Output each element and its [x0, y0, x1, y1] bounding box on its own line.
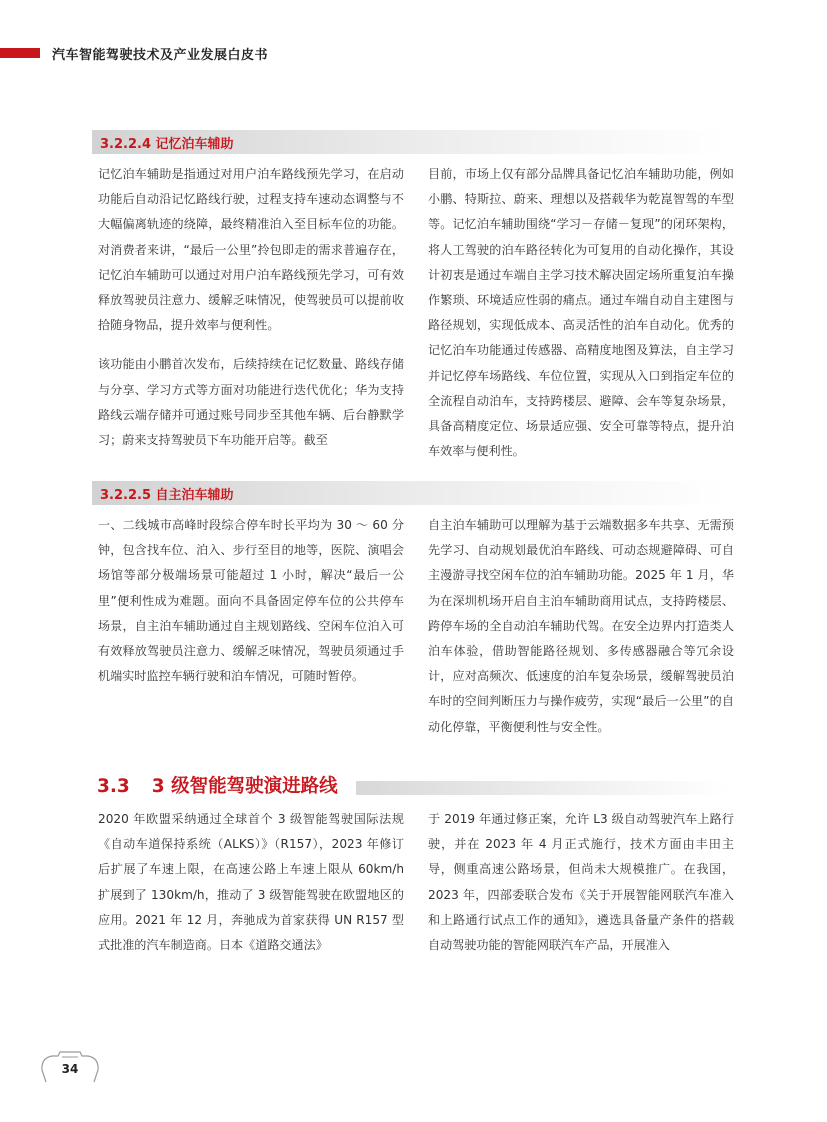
paragraph: 2020 年欧盟采纳通过全球首个 3 级智能驾驶国际法规《自动车道保持系统（ALKS）》（R157），2023 年修订后扩展了车速上限，在高速公路上车速上限从 60km/h 扩展到了 130km/h，推动了 3 级智能驾驶在欧盟地区的应用。2021 年 12 月，奔驰成为首家获得 UN R157 型式批准的汽车制造商。日本《道路交通法》	[98, 812, 404, 953]
subsection-heading-3224-text: 3.2.2.4 记忆泊车辅助	[100, 137, 234, 152]
paragraph: 目前，市场上仅有部分品牌具备记忆泊车辅助功能，例如小鹏、特斯拉、蔚来、理想以及搭载华为乾崑智驾的车型等。记忆泊车辅助围绕“学习－存储－复现”的闭环架构，将人工驾驶的泊车路径转化为可复用的自动化操作，其设计初衷是通过车端自主学习技术解决固定场所重复泊车操作繁琐、环境适应性弱的痛点。通过车端自动自主建图与路径规划，实现低成本、高灵活性的泊车自动化。优秀的记忆泊车功能通过传感器、高精度地图及算法，自主学习并记忆停车场路线、车位位置，实现从入口到指定车位的全流程自动泊车，支持跨楼层、避障、会车等复杂场景，具备高精度定位、场景适应强、安全可靠等特点，提升泊车效率与便利性。	[428, 167, 734, 459]
document-title: 汽车智能驾驶技术及产业发展白皮书	[52, 48, 269, 63]
paragraph: 一、二线城市高峰时段综合停车时长平均为 30 ～ 60 分钟，包含找车位、泊入、步行至目的地等，医院、演唱会场馆等部分极端场景可能超过 1 小时，解决“最后一公里”便利性成为难题。面向不具备固定停车位的公共停车场景，自主泊车辅助通过自主规划路线、空闲车位泊入可有效释放驾驶员注意力、缓解乏味情况，驾驶员须通过手机端实时监控车辆行驶和泊车情况，可随时暂停。	[98, 518, 404, 684]
section-3225-left-column	[98, 513, 404, 689]
section-heading-rule	[356, 781, 730, 795]
paragraph: 该功能由小鹏首次发布，后续持续在记忆数量、路线存储与分享、学习方式等方面对功能进行迭代优化；华为支持路线云端存储并可通过账号同步至其他车辆、后台静默学习；蔚来支持驾驶员下车功能开启等。截至	[98, 357, 404, 448]
subsection-heading-3225-text: 3.2.2.5 自主泊车辅助	[100, 488, 234, 503]
header-accent-bar	[0, 48, 40, 58]
paragraph: 记忆泊车辅助是指通过对用户泊车路线预先学习，在启动功能后自动沿记忆路线行驶，过程支持车速动态调整与不大幅偏离轨迹的绕障，最终精准泊入至目标车位的功能。对消费者来讲，“最后一公里”拎包即走的需求普遍存在，记忆泊车辅助可以通过对用户泊车路线预先学习，可有效释放驾驶员注意力、缓解乏味情况，使驾驶员可以提前收拾随身物品，提升效率与便利性。	[98, 167, 404, 333]
paragraph: 自主泊车辅助可以理解为基于云端数据多车共享、无需预先学习、自动规划最优泊车路线、可动态规避障碍、可自主漫游寻找空闲车位的泊车辅助功能。2025 年 1 月，华为在深圳机场开启自主泊车辅助商用试点，支持跨楼层、跨停车场的全自动泊车辅助代驾。在安全边界内打造类人泊车体验，借助智能路径规划、多传感器融合等冗余设计，应对高频次、低速度的泊车复杂场景，缓解驾驶员泊车时的空间判断压力与操作疲劳，实现“最后一公里”的自动化停靠，平衡便利性与安全性。	[428, 518, 734, 734]
section-33-left-column	[98, 807, 404, 958]
section-3224-right-column	[428, 162, 734, 464]
section-33-right-column	[428, 807, 734, 958]
subsection-heading-3224	[92, 130, 728, 154]
section-number: 3.3	[97, 776, 130, 797]
section-title-text: 3 级智能驾驶演进路线	[151, 776, 338, 797]
section-3224-left-column	[98, 162, 404, 453]
section-heading-3-3	[97, 772, 338, 798]
section-3225-right-column	[428, 513, 734, 740]
subsection-heading-3225	[92, 481, 728, 505]
paragraph: 于 2019 年通过修正案，允许 L3 级自动驾驶汽车上路行驶，并在 2023 年 4 月正式施行，技术方面由丰田主导，侧重高速公路场景，但尚未大规模推广。在我国，2023 年，四部委联合发布《关于开展智能网联汽车准入和上路通行试点工作的通知》，遴选具备量产条件的搭载自动驾驶功能的智能网联汽车产品，开展准入	[428, 812, 734, 953]
page-number: 34	[61, 1062, 79, 1076]
